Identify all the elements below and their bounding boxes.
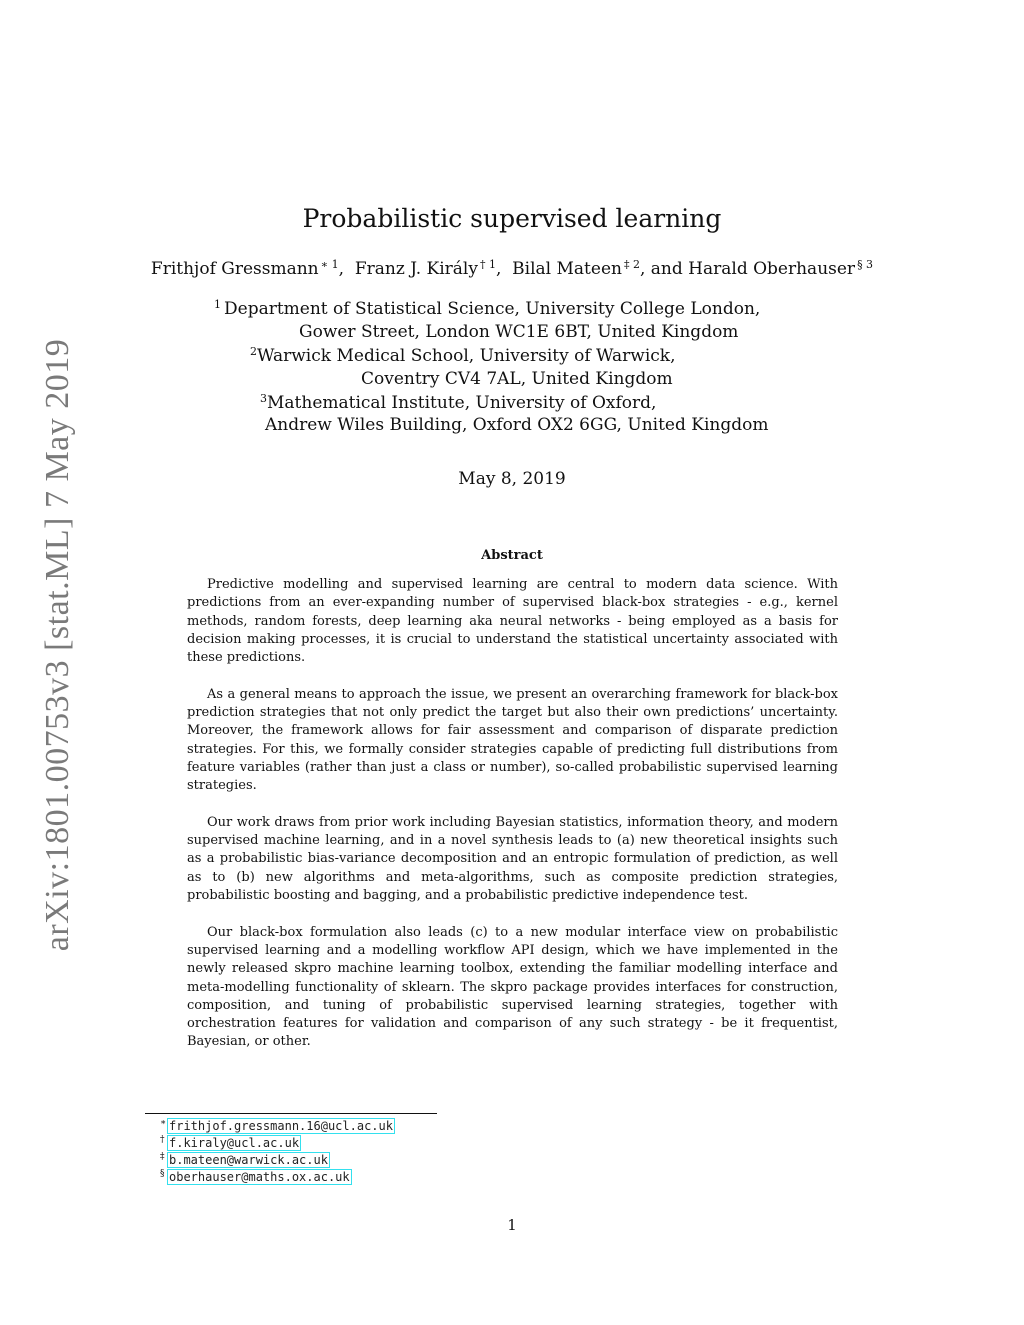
affiliation-mark: 1: [214, 298, 221, 311]
footnote-mark: §: [160, 1169, 165, 1179]
abstract-heading: Abstract: [481, 548, 543, 563]
author-list: [0, 258, 1024, 279]
footnote-item: [160, 1118, 395, 1135]
affiliation-1-line-1: [214, 298, 760, 319]
affiliation-3-line-2: Andrew Wiles Building, Oxford OX2 6GG, United Kingdom: [265, 415, 769, 435]
footnote-mark: ∗: [160, 1118, 167, 1128]
arxiv-identifier-stamp: arXiv:1801.00753v3 [stat.ML] 7 May 2019: [39, 338, 76, 952]
author-separator: ,: [495, 259, 513, 279]
affiliation-3-line-1: [260, 392, 656, 413]
author-marks: ‡ 2: [623, 258, 640, 271]
affiliation-2-line-1: [250, 345, 676, 366]
publication-date: May 8, 2019: [458, 469, 566, 489]
author-marks: † 1: [479, 258, 496, 271]
author-name: Franz J. Király: [354, 259, 478, 279]
footnote-divider: [145, 1113, 437, 1114]
footnote-item: [160, 1135, 395, 1152]
email-link[interactable]: b.mateen@warwick.ac.uk: [169, 1153, 328, 1167]
abstract-paragraph: As a general means to approach the issue, we present an overarching framework for black-box prediction strategies that not only predict the target but also their own predictions’ uncertainty. Moreover, the framework allows for fair assessment and comparison of disparate prediction strategies. For this, we formally consider strategies capable of predicting full distributions from feature variables (rather than just a class or number), so-called probabilistic supervised learning strategies.: [187, 686, 838, 794]
affiliation-2-line-2: Coventry CV4 7AL, United Kingdom: [361, 369, 673, 389]
author-name: Frithjof Gressmann: [150, 259, 319, 279]
footnote-mark: ‡: [160, 1152, 165, 1162]
footnote-mark: †: [160, 1135, 165, 1145]
affiliation-text: Mathematical Institute, University of Oxford,: [267, 393, 657, 413]
email-link[interactable]: frithjof.gressmann.16@ucl.ac.uk: [169, 1119, 393, 1133]
footnote-item: [160, 1152, 395, 1169]
email-link[interactable]: f.kiraly@ucl.ac.uk: [169, 1136, 300, 1150]
author-separator: , and: [639, 259, 689, 279]
author-name: Harald Oberhauser: [688, 259, 856, 279]
abstract-paragraph: Our work draws from prior work including Bayesian statistics, information theory, and modern supervised machine learning, and in a novel synthesis leads to (a) new theoretical insights such as a probabilistic bias-variance decomposition and an entropic formulation of prediction, as well as to (b) new algorithms and meta-algorithms, such as composite prediction strategies, probabilistic boosting and bagging, and a probabilistic predictive independence test.: [187, 814, 838, 904]
abstract-paragraph: Our black-box formulation also leads (c) to a new modular interface view on probabilistic supervised learning and a modelling workflow API design, which we have implemented in the newly released skpro machine learning toolbox, extending the familiar modelling interface and meta-modelling functionality of sklearn. The skpro package provides interfaces for construction, composition, and tuning of probabilistic supervised learning strategies, together with orchestration features for validation and comparison of any such strategy - be it frequentist, Bayesian, or other.: [187, 924, 838, 1050]
abstract-body: [187, 576, 838, 1070]
paper-title: Probabilistic supervised learning: [302, 204, 722, 233]
affiliation-mark: 2: [250, 345, 257, 358]
affiliation-text: Warwick Medical School, University of Warwick,: [257, 346, 676, 366]
affiliation-mark: 3: [260, 392, 267, 405]
author-marks: ∗ 1: [320, 258, 339, 271]
author-marks: § 3: [857, 258, 874, 271]
author-name: Bilal Mateen: [512, 259, 622, 279]
author-separator: ,: [338, 259, 355, 279]
affiliation-1-line-2: Gower Street, London WC1E 6BT, United Kingdom: [299, 322, 739, 342]
email-link[interactable]: oberhauser@maths.ox.ac.uk: [169, 1170, 350, 1184]
footnote-item: [160, 1169, 395, 1186]
footnotes: [160, 1118, 395, 1186]
affiliation-text: Department of Statistical Science, University College London,: [224, 299, 761, 319]
abstract-paragraph: Predictive modelling and supervised learning are central to modern data science. With predictions from an ever-expanding number of supervised black-box strategies - e.g., kernel methods, random forests, deep learning aka neural networks - being employed as a basis for decision making processes, it is crucial to understand the statistical uncertainty associated with these predictions.: [187, 577, 838, 666]
page-number: 1: [507, 1216, 517, 1234]
